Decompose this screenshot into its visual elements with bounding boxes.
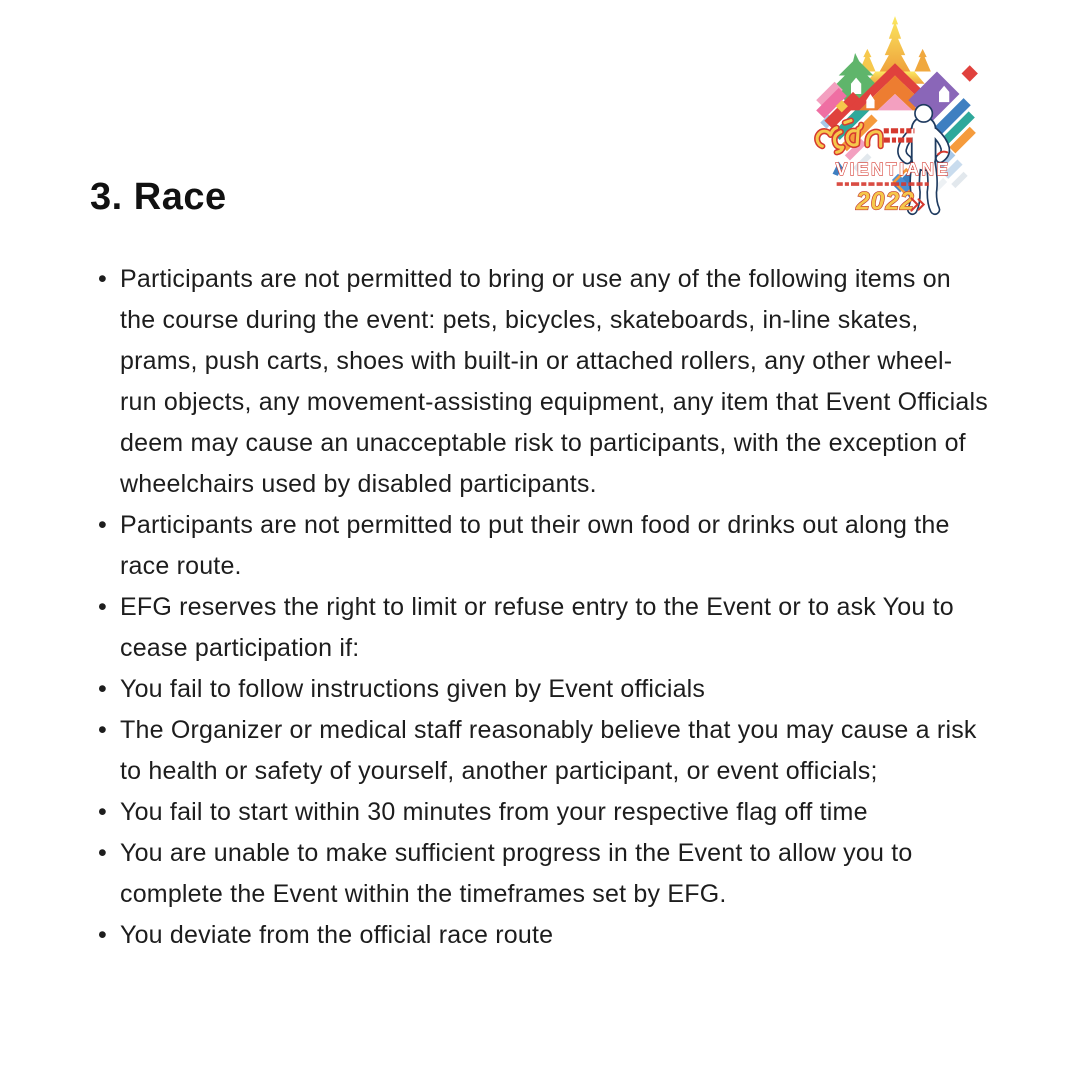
rule-item	[96, 587, 988, 669]
rule-text: EFG reserves the right to limit or refuse entry to the Event or to ask You to cease participation if:	[120, 593, 954, 662]
rule-text: You fail to start within 30 minutes from your respective flag off time	[120, 798, 868, 826]
rule-item	[96, 915, 988, 956]
page-title: 3. Race	[90, 176, 227, 218]
event-logo	[808, 12, 982, 222]
rule-item	[96, 710, 988, 792]
rule-item	[96, 259, 988, 505]
rule-item	[96, 833, 988, 915]
rule-text: Participants are not permitted to bring or use any of the following items on the course during the event: pets, bicycles, skateboards, in-line skates, prams, push carts, shoes with built-in or attached rollers, any other wheel-run objects, any movement-assisting equipment, any item that Event Officials deem may cause an unacceptable risk to participants, with the exception of wheelchairs used by disabled participants.	[120, 265, 988, 498]
rule-text: The Organizer or medical staff reasonably believe that you may cause a risk to health or safety of yourself, another participant, or event officials;	[120, 716, 977, 785]
rule-text: Participants are not permitted to put their own food or drinks out along the race route.	[120, 511, 950, 580]
year-text: 2022	[856, 188, 915, 216]
rule-item	[96, 792, 988, 833]
wordmark-text: VIENTIANE	[835, 158, 951, 179]
rule-text: You fail to follow instructions given by Event officials	[120, 675, 706, 703]
rule-text: You deviate from the official race route	[120, 921, 554, 949]
rule-item	[96, 669, 988, 710]
rule-item	[96, 505, 988, 587]
vientiane-2022-logo-icon	[808, 12, 982, 222]
rule-text: You are unable to make sufficient progress in the Event to allow you to complete the Event within the timeframes set by EFG.	[120, 839, 913, 908]
race-rules-list	[96, 259, 988, 956]
